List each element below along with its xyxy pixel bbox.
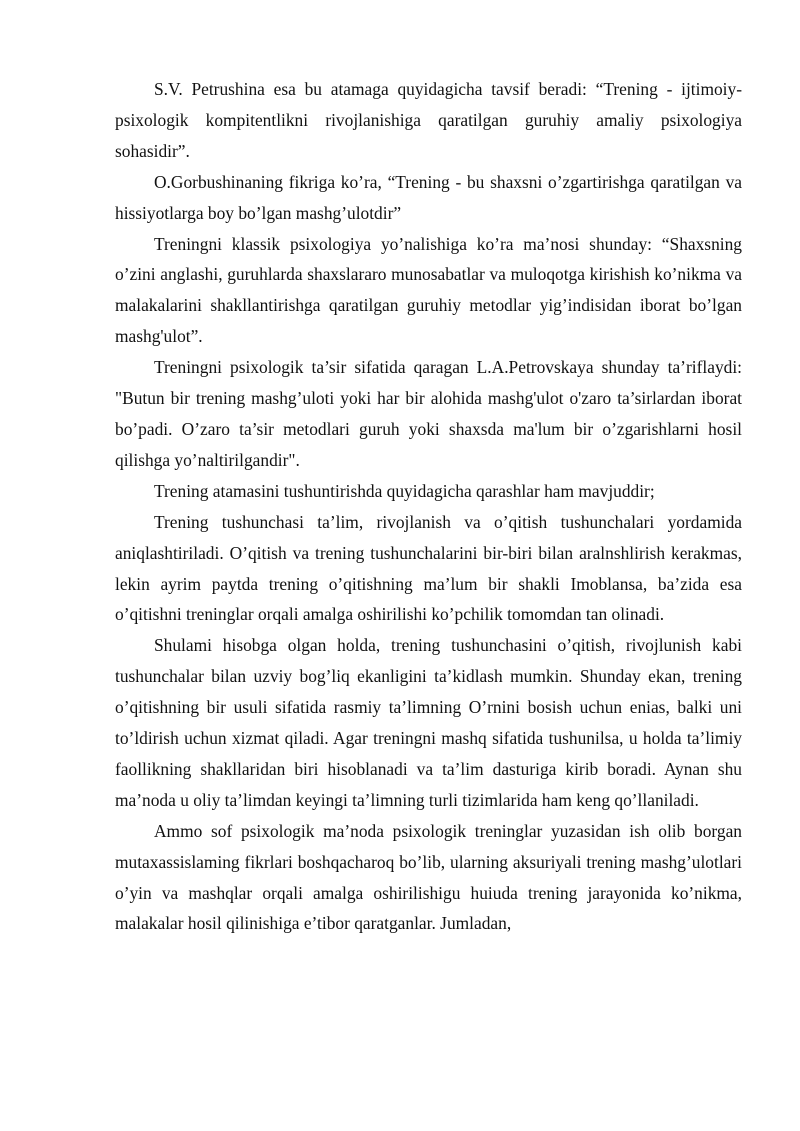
paragraph-taking-into-account: Shulami hisobga olgan holda, trening tushunchasini o’qitish, rivojlunish kabi tushunchalar bilan uzviy bog’liq ekanligini ta’kidlash mumkin. Shunday ekan, trening o’qitishning bir usuli sifatida rasmiy ta’limning O’rnini bosish uchun enias, balki uni to’ldirish uchun xizmat qiladi. Agar treningni mashq sifatida tushunilsa, u holda ta’limiy faollikning shakllaridan biri hisoblanadi va ta’lim dasturiga kirib boradi. Aynan shu ma’noda u oliy ta’limdan keyingi ta’limning turli tizimlarida ham keng qo’llaniladi.: [115, 635, 742, 810]
paragraph-gorbushina: O.Gorbushinaning fikriga ko’ra, “Trening - bu shaxsni o’zgartirishga qaratilgan va hissiyotlarga boy bo’lgan mashg’ulotdir”: [115, 171, 742, 223]
document-body: [115, 74, 742, 939]
paragraph-petrushina: S.V. Petrushina esa bu atamaga quyidagicha tavsif beradi: “Trening - ijtimoiy- psixologik kompitentlikni rivojlanishiga qaratilgan guruhiy amaliy psixologiya sohasidir”.: [115, 79, 742, 161]
paragraph-classic-psychology: Treningni klassik psixologiya yo’nalishiga ko’ra ma’nosi shunday: “Shaxsning o’zini anglashi, guruhlarda shaxslararo munosabatlar va muloqotga kirishish ko’nikma va malakalarini shakllantirishga qaratilgan guruhiy metodlar yig’indisidan iborat bo’lgan mashg'ulot”.: [115, 233, 742, 347]
paragraph-training-concept: Trening tushunchasi ta’lim, rivojlanish va o’qitish tushunchalari yordamida aniqlashtiriladi. O’qitish va trening tushunchalarini bir-biri bilan aralnshlirish kerakmas, lekin ayrim paytda trening o’qitishning ma’lum bir shakli Imoblansa, ba’zida esa o’qitishni treninglar orqali amalga oshirilishi ko’pchilik tomomdan tan olinadi.: [115, 511, 742, 625]
paragraph-petrovskaya: Treningni psixologik ta’sir sifatida qaragan L.A.Petrovskaya shunday ta’riflaydi: "Butun bir trening mashg’uloti yoki har bir alohida mashg'ulot o'zaro ta’sirlardan iborat bo’padi. O’zaro ta’sir metodlari guruh yoki shaxsda ma'lum bir o’zgarishlarni hosil qilishga yo’naltirilgandir".: [115, 357, 742, 470]
paragraph-specialists-opinions: Ammo sof psixologik ma’noda psixologik treninglar yuzasidan ish olib borgan mutaxassislaming fikrlari boshqacharoq bo’lib, ularning aksuriyali trening mashg’ulotlari o’yin va mashqlar orqali amalga oshirilishigu huiuda trening jarayonida ko’nikma, malakalar hosil qilinishiga e’tibor qaratganlar. Jumladan,: [115, 820, 742, 934]
paragraph-views-intro: Trening atamasini tushuntirishda quyidagicha qarashlar ham mavjuddir;: [154, 480, 655, 501]
